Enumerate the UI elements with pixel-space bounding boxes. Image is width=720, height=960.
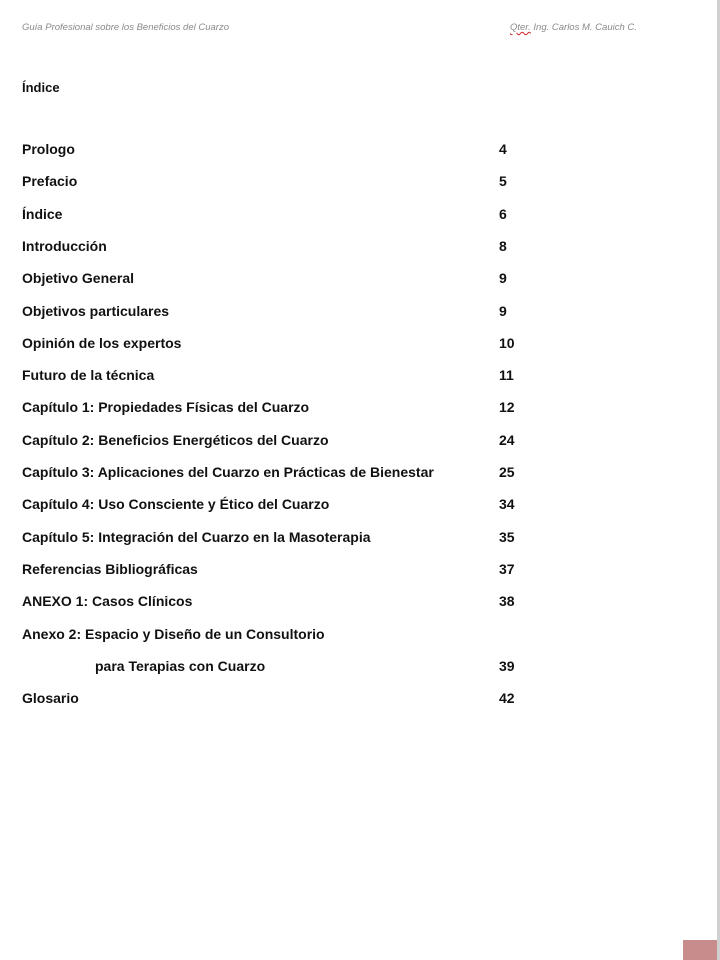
toc-entry-label: Opinión de los expertos — [22, 334, 182, 351]
toc-entry-page: 10 — [499, 334, 515, 351]
toc-entry — [22, 593, 542, 613]
toc-entry-label: Glosario — [22, 690, 79, 707]
toc-entry — [22, 303, 542, 323]
toc-entry — [22, 335, 542, 355]
toc-entry — [22, 173, 542, 193]
toc-entry — [22, 690, 542, 710]
toc-entry-page: 35 — [499, 528, 515, 545]
toc-entry-label: Prologo — [22, 141, 75, 157]
toc-entry-label: ANEXO 1: Casos Clínicos — [22, 593, 193, 610]
page-title: Índice — [22, 80, 60, 95]
toc-entry — [22, 658, 542, 678]
toc-entry-page: 12 — [499, 399, 515, 416]
toc-entry-label: Capítulo 2: Beneficios Energéticos del Cuarzo — [22, 431, 329, 448]
toc-entry-label: Capítulo 4: Uso Consciente y Ético del Cuarzo — [22, 496, 330, 513]
toc-entry-page: 24 — [499, 431, 515, 448]
toc-entry — [22, 626, 542, 646]
toc-entry-label: Introducción — [22, 237, 107, 254]
toc-entry — [22, 141, 542, 161]
toc-entry — [22, 367, 542, 387]
toc-entry-page: 8 — [499, 237, 507, 254]
toc-entry-page: 34 — [499, 496, 515, 513]
toc-entry-label: Objetivos particulares — [22, 302, 170, 319]
toc-entry-page: 6 — [499, 205, 507, 222]
toc-entry-page: 9 — [499, 270, 507, 287]
toc-entry-label: Objetivo General — [22, 270, 135, 287]
page-number-box — [683, 940, 717, 960]
toc-entry-label: Anexo 2: Espacio y Diseño de un Consultorio — [22, 625, 325, 642]
toc-entry — [22, 496, 542, 516]
header-book-title: Guía Profesional sobre los Beneficios del Cuarzo — [22, 22, 230, 33]
toc-entry — [22, 529, 542, 549]
toc-entry-label: Capítulo 1: Propiedades Físicas del Cuarzo — [22, 399, 310, 416]
header-author — [510, 22, 637, 33]
toc-entry — [22, 238, 542, 258]
toc-entry — [22, 464, 542, 484]
toc-entry-label: Futuro de la técnica — [22, 367, 155, 384]
toc-entry — [22, 561, 542, 581]
toc-entry — [22, 270, 542, 290]
toc-entry-label: Capítulo 5: Integración del Cuarzo en la Masoterapia — [22, 528, 371, 545]
toc-entry-label: Prefacio — [22, 173, 78, 190]
toc-entry — [22, 206, 542, 226]
toc-entry-label: Referencias Bibliográficas — [22, 560, 198, 577]
toc-entry-page: 25 — [499, 464, 515, 480]
toc-entry — [22, 432, 542, 452]
toc-entry — [22, 399, 542, 419]
header-author-prefix: Qter. — [510, 22, 531, 33]
toc-entry-page: 4 — [499, 141, 507, 157]
toc-entry-page: 11 — [499, 367, 514, 384]
toc-entry-page: 5 — [499, 173, 507, 190]
toc-entry-page: 39 — [499, 657, 515, 674]
toc-entry-page: 9 — [499, 302, 507, 319]
toc-entry-label: Capítulo 3: Aplicaciones del Cuarzo en Prácticas de Bienestar — [22, 464, 434, 480]
toc-entry-label: Índice — [22, 205, 63, 222]
toc-entry-page: 38 — [499, 593, 515, 610]
toc-entry-label: para Terapias con Cuarzo — [95, 657, 266, 674]
header-author-name: Ing. Carlos M. Cauich C. — [530, 22, 637, 33]
toc-entry-page: 42 — [499, 690, 515, 707]
toc-entry-page: 37 — [499, 560, 515, 577]
